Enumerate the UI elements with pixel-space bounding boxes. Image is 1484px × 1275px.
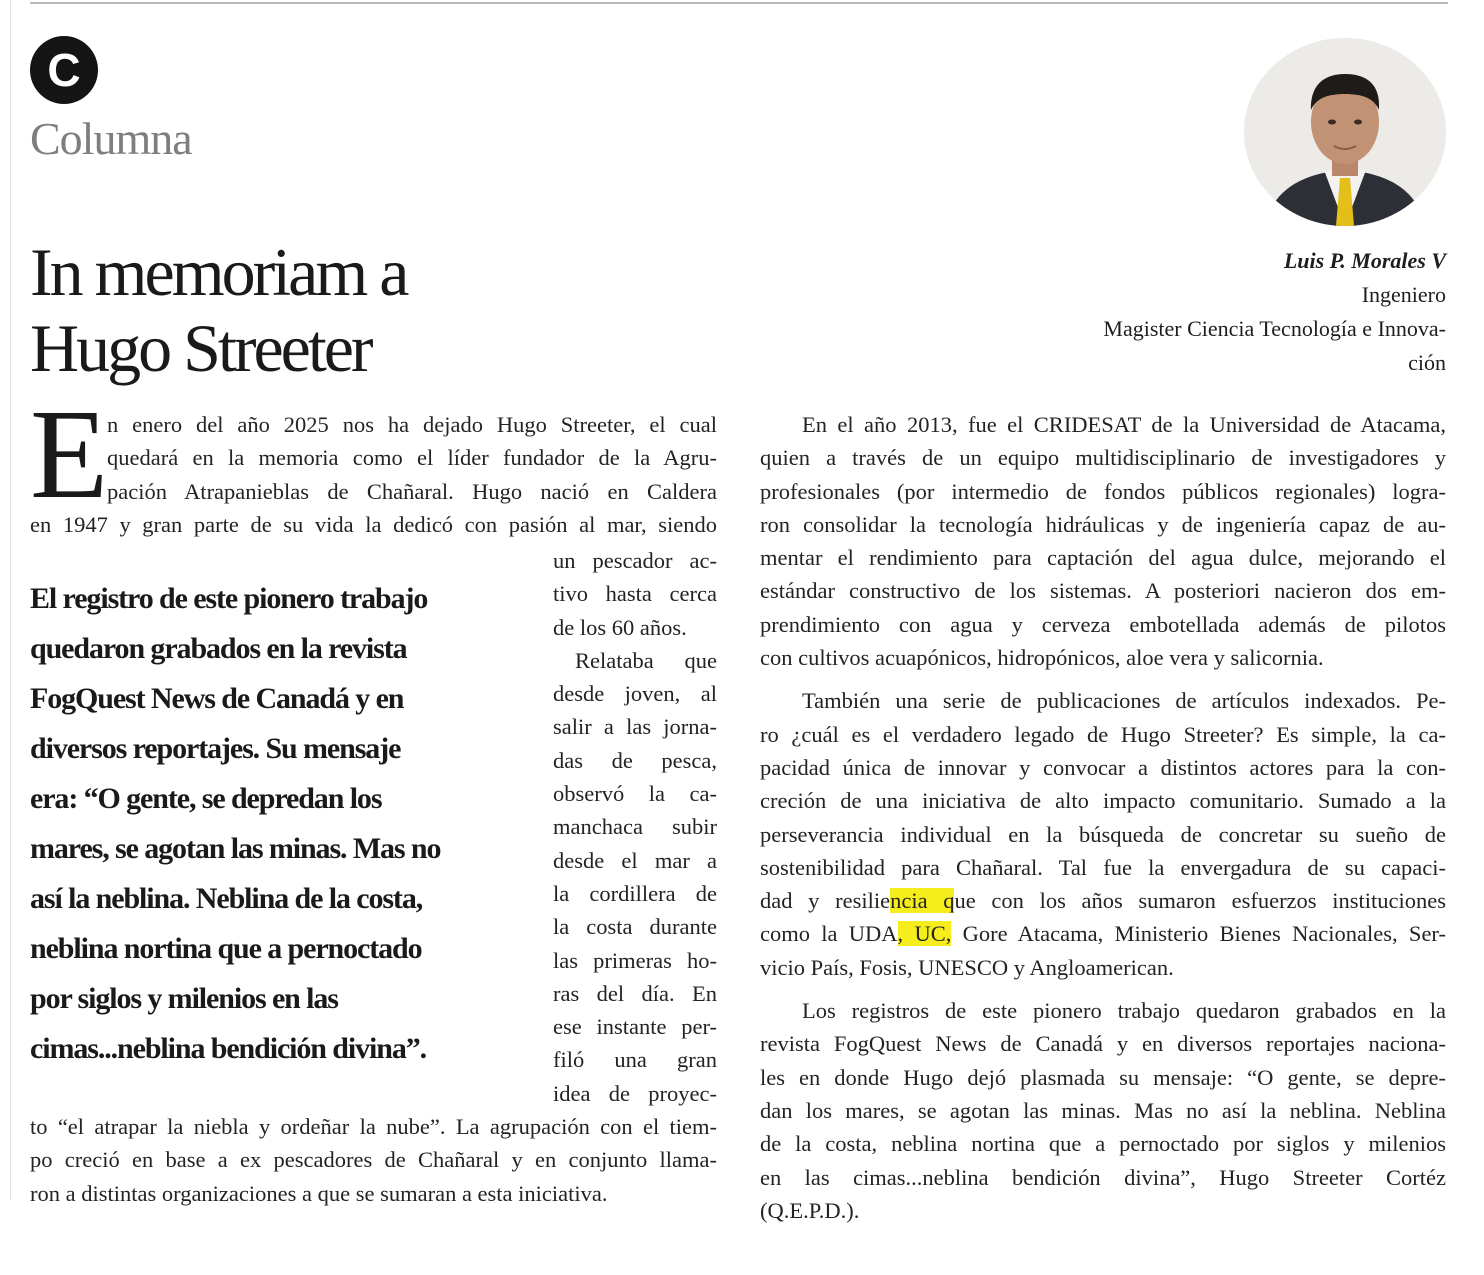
side-rule	[10, 0, 11, 1200]
narrow-column	[553, 544, 717, 1110]
narrow-line: observó la ca-	[553, 781, 717, 807]
author-name: Luis P. Morales V	[1283, 248, 1446, 273]
body-line: ro ¿cuál es el verdadero legado de Hugo Streeter? Es simple, la ca-	[760, 721, 1446, 747]
narrow-line: la cordillera de	[553, 880, 717, 906]
body-line: sostenibilidad para Chañaral. Tal fue la envergadura de su capaci-	[760, 854, 1446, 880]
headline-line-2: Hugo Streeter	[30, 310, 371, 386]
intro-paragraph	[107, 408, 717, 508]
body-line: estándar constructivo de los sistemas. A posteriori nacieron dos em-	[760, 578, 1446, 604]
narrow-line: idea de proyec-	[553, 1080, 717, 1106]
body-line: quien a través de un equipo multidisciplinario de investigadores y	[760, 445, 1446, 471]
body-line: pacidad única de innovar y convocar a distintos actores para la con-	[760, 754, 1446, 780]
top-rule	[30, 2, 1448, 4]
narrow-line: de los 60 años.	[553, 614, 687, 640]
body-line: revista FogQuest News de Canadá y en diversos reportajes naciona-	[760, 1031, 1446, 1057]
body-line: les en donde Hugo dejó plasmada su mensaje: “O gente, se depre-	[760, 1064, 1446, 1090]
body-line: (Q.E.P.D.).	[760, 1197, 860, 1223]
body-line: perseverancia individual en la búsqueda de concretar su sueño de	[760, 821, 1446, 847]
narrow-line: manchaca subir	[553, 814, 717, 840]
body-line: ron consolidar la tecnología hidráulicas y de ingeniería capaz de au-	[760, 511, 1446, 537]
narrow-line: ese instante per-	[553, 1014, 717, 1040]
section-label: Columna	[30, 113, 192, 164]
author-byline	[1103, 244, 1446, 380]
author-degree-line-1: Magister Ciencia Tecnología e Innova-	[1103, 316, 1446, 341]
highlighted-text: , UC,	[897, 921, 952, 947]
body-line: de la costa, neblina nortina que a pernoctado por siglos y milenios	[760, 1131, 1446, 1157]
intro-line: en 1947 y gran parte de su vida la dedicó con pasión al mar, siendo	[30, 512, 717, 537]
narrow-line: filó una gran	[553, 1047, 717, 1073]
body-line: con cultivos acuapónicos, hidropónicos, aloe vera y salicornia.	[760, 645, 1324, 671]
body-line: po creció en base a ex pescadores de Chañaral y en conjunto llama-	[30, 1147, 717, 1173]
author-title: Ingeniero	[1361, 282, 1446, 307]
narrow-line: un pescador ac-	[553, 548, 717, 573]
pull-quote-line: cimas...neblina bendición divina”.	[30, 1032, 427, 1065]
narrow-line: desde el mar a	[553, 847, 717, 873]
pull-quote-line: era: “O gente, se depredan los	[30, 782, 382, 815]
intro-paragraph-full-width	[30, 508, 717, 541]
body-line-highlighted	[760, 884, 1446, 917]
right-column	[760, 408, 1446, 1227]
pull-quote-line: FogQuest News de Canadá y en	[30, 682, 404, 715]
body-line: profesionales (por intermedio de fondos públicos regionales) logra-	[760, 478, 1446, 504]
pull-quote-line: diversos reportajes. Su mensaje	[30, 732, 401, 765]
narrow-line: desde joven, al	[553, 681, 717, 707]
narrow-line: ras del día. En	[553, 980, 717, 1006]
headline-line-1: In memoriam a	[30, 234, 407, 310]
closing-paragraph-left	[30, 1110, 717, 1210]
author-portrait-icon	[1244, 38, 1446, 226]
intro-line: quedará en la memoria como el líder fundador de la Agru-	[107, 445, 717, 471]
pull-quote	[30, 574, 520, 1074]
author-degree-line-2: ción	[1408, 350, 1446, 375]
body-line-highlighted	[760, 917, 1446, 950]
narrow-line: das de pesca,	[553, 747, 717, 773]
highlighted-text: ncia q	[890, 888, 955, 914]
text-run: como la UDA	[760, 921, 898, 947]
body-line: dan los mares, se agotan las minas. Mas no así la neblina. Neblina	[760, 1097, 1446, 1123]
narrow-line: Relataba que	[575, 647, 717, 673]
narrow-line: tivo hasta cerca	[553, 581, 717, 607]
pull-quote-line: así la neblina. Neblina de la costa,	[30, 882, 423, 915]
body-line: mentar el rendimiento para captación del agua dulce, mejorando el	[760, 545, 1446, 571]
pull-quote-line: El registro de este pionero trabajo	[30, 582, 428, 615]
body-line: prendimiento con agua y cerveza embotellada además de pilotos	[760, 611, 1446, 637]
author-photo	[1244, 38, 1446, 226]
intro-line: n enero del año 2025 nos ha dejado Hugo Streeter, el cual	[107, 412, 717, 437]
pull-quote-line: neblina nortina que a pernoctado	[30, 932, 422, 965]
body-line: ron a distintas organizaciones a que se sumaran a esta iniciativa.	[30, 1180, 608, 1206]
body-line: En el año 2013, fue el CRIDESAT de la Universidad de Atacama,	[802, 412, 1446, 437]
section-badge: C	[30, 36, 98, 104]
body-line: vicio País, Fosis, UNESCO y Angloamerican.	[760, 954, 1174, 980]
pull-quote-line: mares, se agotan las minas. Mas no	[30, 832, 441, 865]
narrow-line: la costa durante	[553, 914, 717, 940]
body-line: También una serie de publicaciones de artículos indexados. Pe-	[802, 688, 1446, 714]
text-run: ue con los años sumaron esfuerzos instituciones	[954, 888, 1446, 914]
narrow-line: salir a las jorna-	[553, 714, 717, 740]
pull-quote-line: por siglos y milenios en las	[30, 982, 338, 1015]
body-line: Los registros de este pionero trabajo quedaron grabados en la	[802, 998, 1446, 1024]
narrow-line: las primeras ho-	[553, 947, 717, 973]
drop-cap: E	[30, 383, 109, 525]
text-run: Gore Atacama, Ministerio Bienes Nacionales, Ser-	[951, 921, 1446, 947]
body-line: en las cimas...neblina bendición divina”, Hugo Streeter Cortéz	[760, 1164, 1446, 1190]
body-line: creción de una iniciativa de alto impacto comunitario. Sumado a la	[760, 788, 1446, 814]
text-run: dad y resilie	[760, 888, 891, 914]
body-line: to “el atrapar la niebla y ordeñar la nube”. La agrupación con el tiem-	[30, 1114, 717, 1139]
pull-quote-line: quedaron grabados en la revista	[30, 632, 407, 665]
intro-line: pación Atrapanieblas de Chañaral. Hugo nació en Caldera	[107, 478, 717, 504]
headline	[30, 234, 406, 386]
